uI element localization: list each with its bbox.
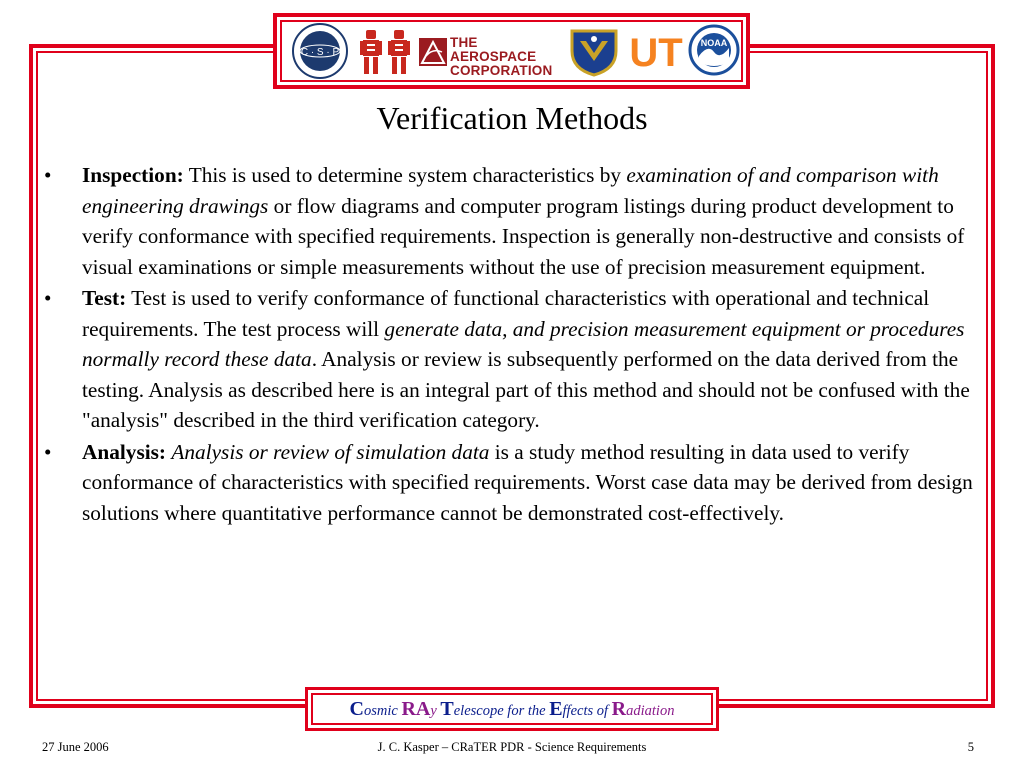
bullet-term: Inspection: — [82, 163, 184, 187]
aerospace-wordmark-line1: THE AEROSPACE — [450, 35, 537, 64]
footer-date: 27 June 2006 — [42, 740, 109, 754]
banner-word: elescope — [453, 703, 508, 719]
noaa-logo — [688, 22, 740, 78]
ut-logo-text: UT — [629, 31, 683, 72]
banner-word: osmic — [363, 703, 402, 719]
bullet-text: . Analysis or review is subsequently performed on the data derived from the testing. Analysis as described here is an integral part of this method and should not be confused with the "analysis" described in the third verification category. — [82, 347, 970, 432]
noaa-logo-text: NOAA — [700, 38, 728, 48]
banner-word: ffects of — [562, 703, 612, 719]
bullet-dot: • — [44, 286, 52, 310]
bullet-text: Test is used to verify conformance of functional characteristics with operational and technical requirements. The test process will — [82, 286, 930, 341]
bullet-text-italic: Analysis or review of simulation data — [171, 439, 490, 464]
page-number: 5 — [967, 740, 974, 754]
bullet-test — [38, 283, 978, 436]
bullet-analysis — [38, 437, 978, 529]
crater-robots-logo — [360, 26, 414, 76]
crater-banner — [311, 693, 713, 725]
aerospace-corporation-wordmark — [450, 36, 564, 78]
slide-title: Verification Methods — [376, 100, 648, 136]
banner-letter: R — [611, 698, 627, 720]
banner-letter: T — [440, 698, 454, 720]
csp-logo-text: C · S · P — [300, 47, 340, 58]
aerospace-wordmark-line2: CORPORATION — [450, 63, 553, 78]
csp-logo — [282, 22, 358, 80]
bullet-term: Analysis: — [82, 439, 167, 464]
bullet-text: or flow diagrams and computer program listings during product development to verify conformance with specified requirements. Inspection is generally non-destructive and consists of visual examinations or simple measurements without the use of precision measurement equipment. — [82, 193, 965, 279]
banner-word: for the — [507, 703, 550, 719]
bullet-text-italic: generate data, and precision measurement equipment or procedures normally record these data — [82, 316, 965, 371]
air-force-logo — [566, 25, 622, 77]
banner-letter: RA — [401, 698, 431, 720]
bullet-term: Test: — [82, 286, 127, 310]
footer-title: J. C. Kasper – CRaTER PDR - Science Requirements — [377, 740, 647, 754]
bullet-dot: • — [44, 163, 52, 187]
bullet-text: This is used to determine system characteristics by — [183, 163, 627, 187]
banner-word: adiation — [626, 703, 675, 719]
banner-letter: E — [549, 698, 563, 720]
slide-body — [38, 160, 978, 529]
bullet-text: is a study method resulting in data used to verify conformance of characteristics with specified requirements. Worst case data may be derived from design solutions where quantitative performance cannot be demonstrated cost-effectively. — [82, 439, 973, 525]
bullet-dot: • — [44, 439, 52, 464]
bullet-inspection — [38, 160, 978, 282]
banner-letter: C — [349, 698, 364, 720]
ut-logo — [626, 28, 686, 72]
bullet-text-italic: examination of and comparison with engineering drawings — [82, 163, 939, 218]
banner-word: y — [430, 703, 441, 719]
